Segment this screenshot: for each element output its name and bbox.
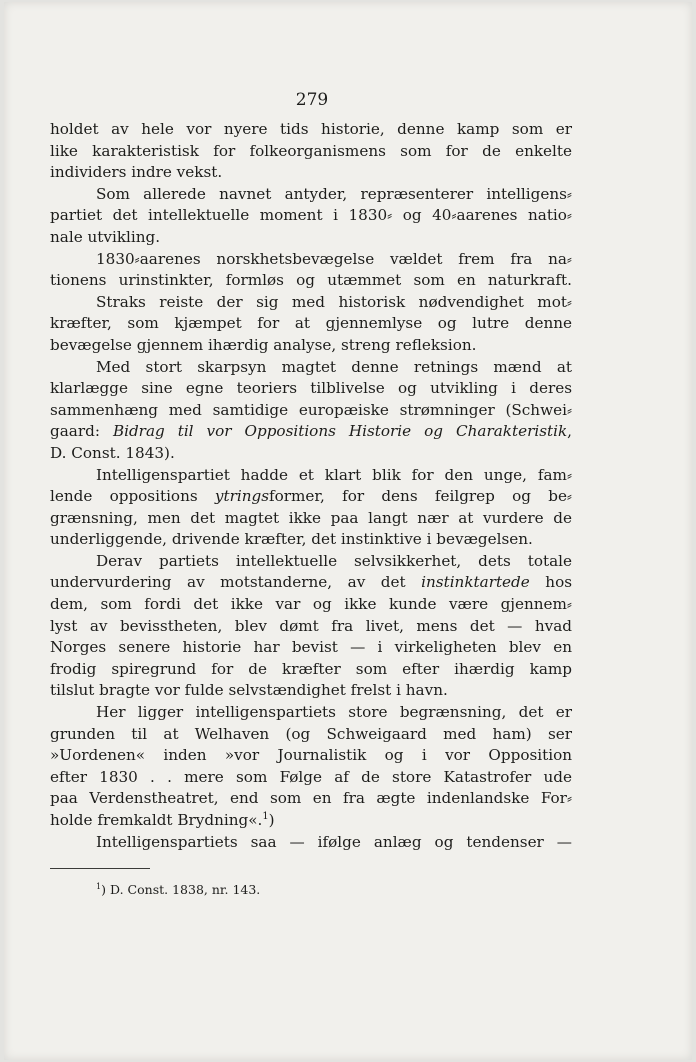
text-line: »Uordenen« inden »vor Journalistik og i vor Opposition <box>50 746 572 765</box>
text-line: sammenhæng med samtidige europæiske strømninger (Schwei⸗ <box>50 400 572 419</box>
text-line: paa Verdenstheatret, end som en fra ægte indenlandske For⸗ <box>50 789 572 808</box>
paragraph-first-line: Intelligenspartiets saa — ifølge anlæg og tendenser — <box>96 832 572 851</box>
text-line: frodig spiregrund for de kræfter som efter ihærdig kamp <box>50 659 572 678</box>
text-line: holdet av hele vor nyere tids historie, denne kamp som er <box>50 120 572 138</box>
text-line: holde fremkaldt Brydning«.$^1$) <box>50 810 275 829</box>
text-line: klarlægge sine egne teoriers tilblivelse og utvikling i deres <box>50 379 572 398</box>
paragraph-first-line: 1830⸗aarenes norskhetsbevægelse vældet frem fra na⸗ <box>96 249 572 268</box>
text-line: D. Const. 1843). <box>50 443 175 462</box>
italic-title: Bidrag til vor Oppositions Historie og Charakteristik <box>112 422 568 441</box>
text-line: lyst av bevisstheten, blev dømt fra livet, mens det — hvad <box>50 616 572 635</box>
paragraph-first-line: Med stort skarpsyn magtet denne retnings mænd at <box>96 357 572 376</box>
footnote-mark: 1 <box>96 880 102 891</box>
paragraph-first-line: Straks reiste der sig med historisk nødvendighet mot⸗ <box>96 292 572 311</box>
text-line: gaard: Bidrag til vor Oppositions Historie og Charakteristik, <box>50 422 572 441</box>
paragraph-first-line: Som allerede navnet antyder, repræsenterer intelligens⸗ <box>96 184 572 203</box>
footnote-rule <box>50 868 150 869</box>
text-line: nale utvikling. <box>50 227 161 246</box>
text-line: grænsning, men det magtet ikke paa langt nær at vurdere de <box>50 508 572 527</box>
footnote-text: D. Const. 1838, nr. 143. <box>106 882 261 897</box>
text-line: Norges senere historie har bevist — i virkeligheten blev en <box>50 638 572 657</box>
page-number: 279 <box>295 90 329 110</box>
text-line: bevægelse gjennem ihærdig analyse, streng refleksion. <box>50 335 477 354</box>
text-line: lende oppositions ytringsformer, for dens feilgrep og be⸗ <box>50 487 572 506</box>
text-line: efter 1830 . . mere som Følge af de store Katastrofer ude <box>50 767 572 786</box>
text-line: underliggende, drivende kræfter, det instinktive i bevægelsen. <box>50 530 533 549</box>
text-line: grunden til at Welhaven (og Schweigaard med ham) ser <box>50 724 572 743</box>
footnote-reference: 1 <box>262 810 269 822</box>
text-line: like karakteristisk for folkeorganismens som for de enkelte <box>50 141 572 160</box>
body-text <box>50 119 572 853</box>
text-line: partiet det intellektuelle moment i 1830⸗ og 40⸗aarenes natio⸗ <box>50 206 572 225</box>
paragraph-first-line: Intelligenspartiet hadde et klart blik for den unge, fam⸗ <box>96 465 572 484</box>
text-line: undervurdering av motstanderne, av det instinktartede hos <box>50 573 573 592</box>
book-page <box>4 2 692 1060</box>
text-line: kræfter, som kjæmpet for at gjennemlyse og lutre denne <box>50 314 572 333</box>
italic-word: ytrings <box>214 487 269 506</box>
text-line: tilslut bragte vor fulde selvstændighet frelst i havn. <box>50 681 448 700</box>
paragraph-first-line: Her ligger intelligenspartiets store begrænsning, det er <box>96 703 572 722</box>
italic-word: instinktartede <box>421 573 530 592</box>
text-line: dem, som fordi det ikke var og ikke kunde være gjennem⸗ <box>50 595 572 614</box>
footnote: $^1$) D. Const. 1838, nr. 143. <box>96 880 261 897</box>
text-line: tionens urinstinkter, formløs og utæmmet som en naturkraft. <box>50 271 572 290</box>
paragraph-first-line: Derav partiets intellektuelle selvsikkerhet, dets totale <box>96 551 572 570</box>
text-line: individers indre vekst. <box>50 163 223 182</box>
